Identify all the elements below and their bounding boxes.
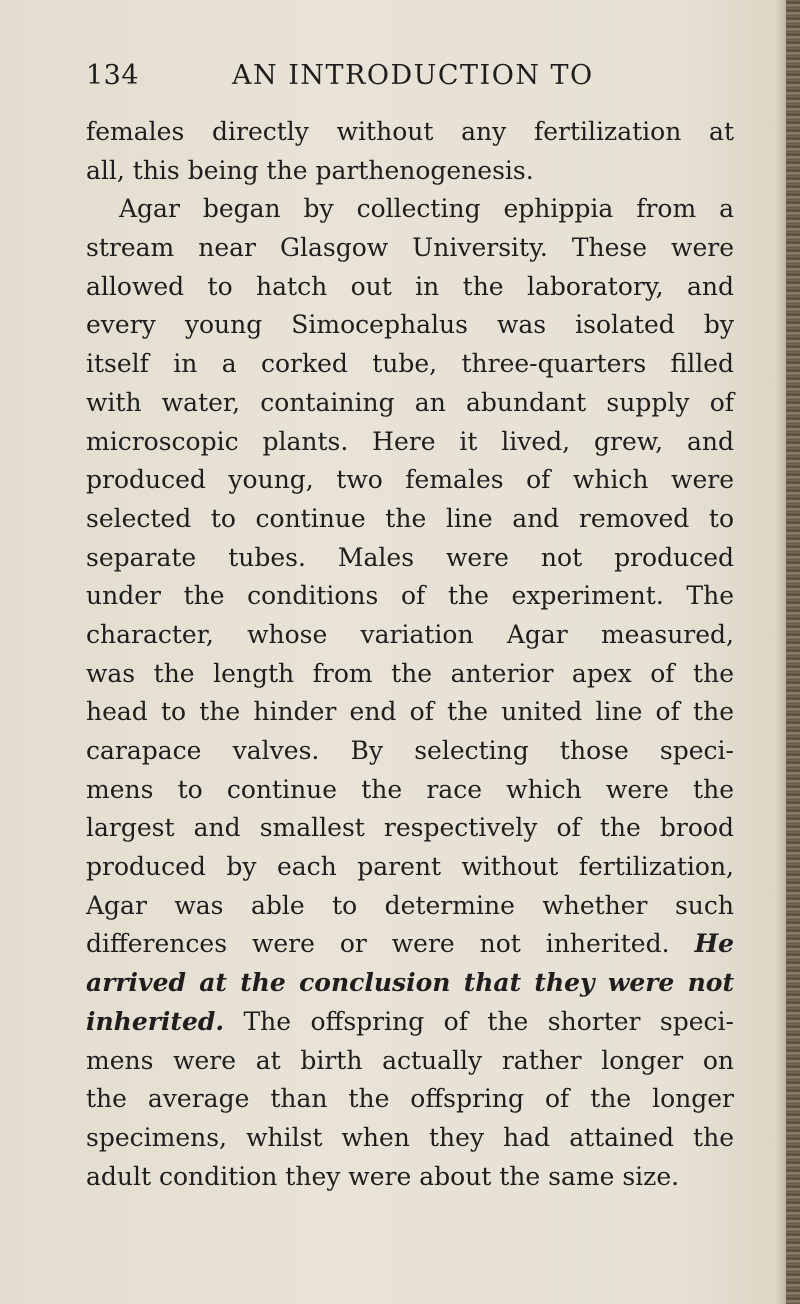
page-edge-shadow — [776, 0, 786, 1304]
emphasis-text: He — [694, 929, 734, 959]
text-line: character, whose variation Agar measured, — [86, 619, 734, 649]
text-line: selected to continue the line and removed to — [86, 503, 734, 533]
body-text — [86, 113, 734, 1196]
text-line: was the length from the anterior apex of the — [86, 658, 734, 688]
text-line: the average than the offspring of the longer — [86, 1084, 734, 1114]
text-line: carapace valves. By selecting those speci- — [86, 736, 734, 765]
text-line: produced by each parent without fertilization, — [86, 852, 734, 882]
text-line: differences were or were not inherited. He — [86, 929, 734, 959]
running-head: AN INTRODUCTION TO — [232, 60, 594, 91]
text-line: produced young, two females of which were — [86, 465, 734, 495]
text-line: mens were at birth actually rather longer on — [86, 1045, 734, 1075]
page-number: 134 — [86, 60, 140, 91]
text-line: itself in a corked tube, three-quarters filled — [86, 349, 734, 379]
text-line: every young Simocephalus was isolated by — [86, 310, 734, 340]
text-line — [86, 964, 734, 1003]
text-line: largest and smallest respectively of the brood — [86, 813, 734, 843]
text-line: Agar was able to determine whether such — [86, 890, 734, 920]
page-header — [86, 60, 736, 100]
text-line: head to the hinder end of the united line of the — [86, 697, 734, 727]
emphasis-text: inherited. — [86, 1006, 225, 1036]
text-line: with water, containing an abundant supply of — [86, 387, 734, 417]
text-line: allowed to hatch out in the laboratory, and — [86, 271, 734, 301]
text-line: all, this being the parthenogenesis. — [86, 155, 534, 185]
text-line: inherited. The offspring of the shorter speci- — [86, 1006, 734, 1036]
text-line: females directly without any fertilization at — [86, 117, 734, 146]
text-line: specimens, whilst when they had attained the — [86, 1122, 734, 1152]
text-line: stream near Glasgow University. These were — [86, 233, 734, 263]
text-line: microscopic plants. Here it lived, grew, and — [86, 426, 734, 456]
text-line: mens to continue the race which were the — [86, 774, 734, 804]
text-line: under the conditions of the experiment. The — [86, 581, 734, 611]
text-line: Agar began by collecting ephippia from a — [119, 194, 734, 224]
emphasis-text: arrived at the conclusion that they were not — [86, 968, 734, 998]
text-line: adult condition they were about the same size. — [86, 1161, 680, 1191]
page-edge — [786, 0, 800, 1304]
text-line: separate tubes. Males were not produced — [86, 542, 734, 572]
